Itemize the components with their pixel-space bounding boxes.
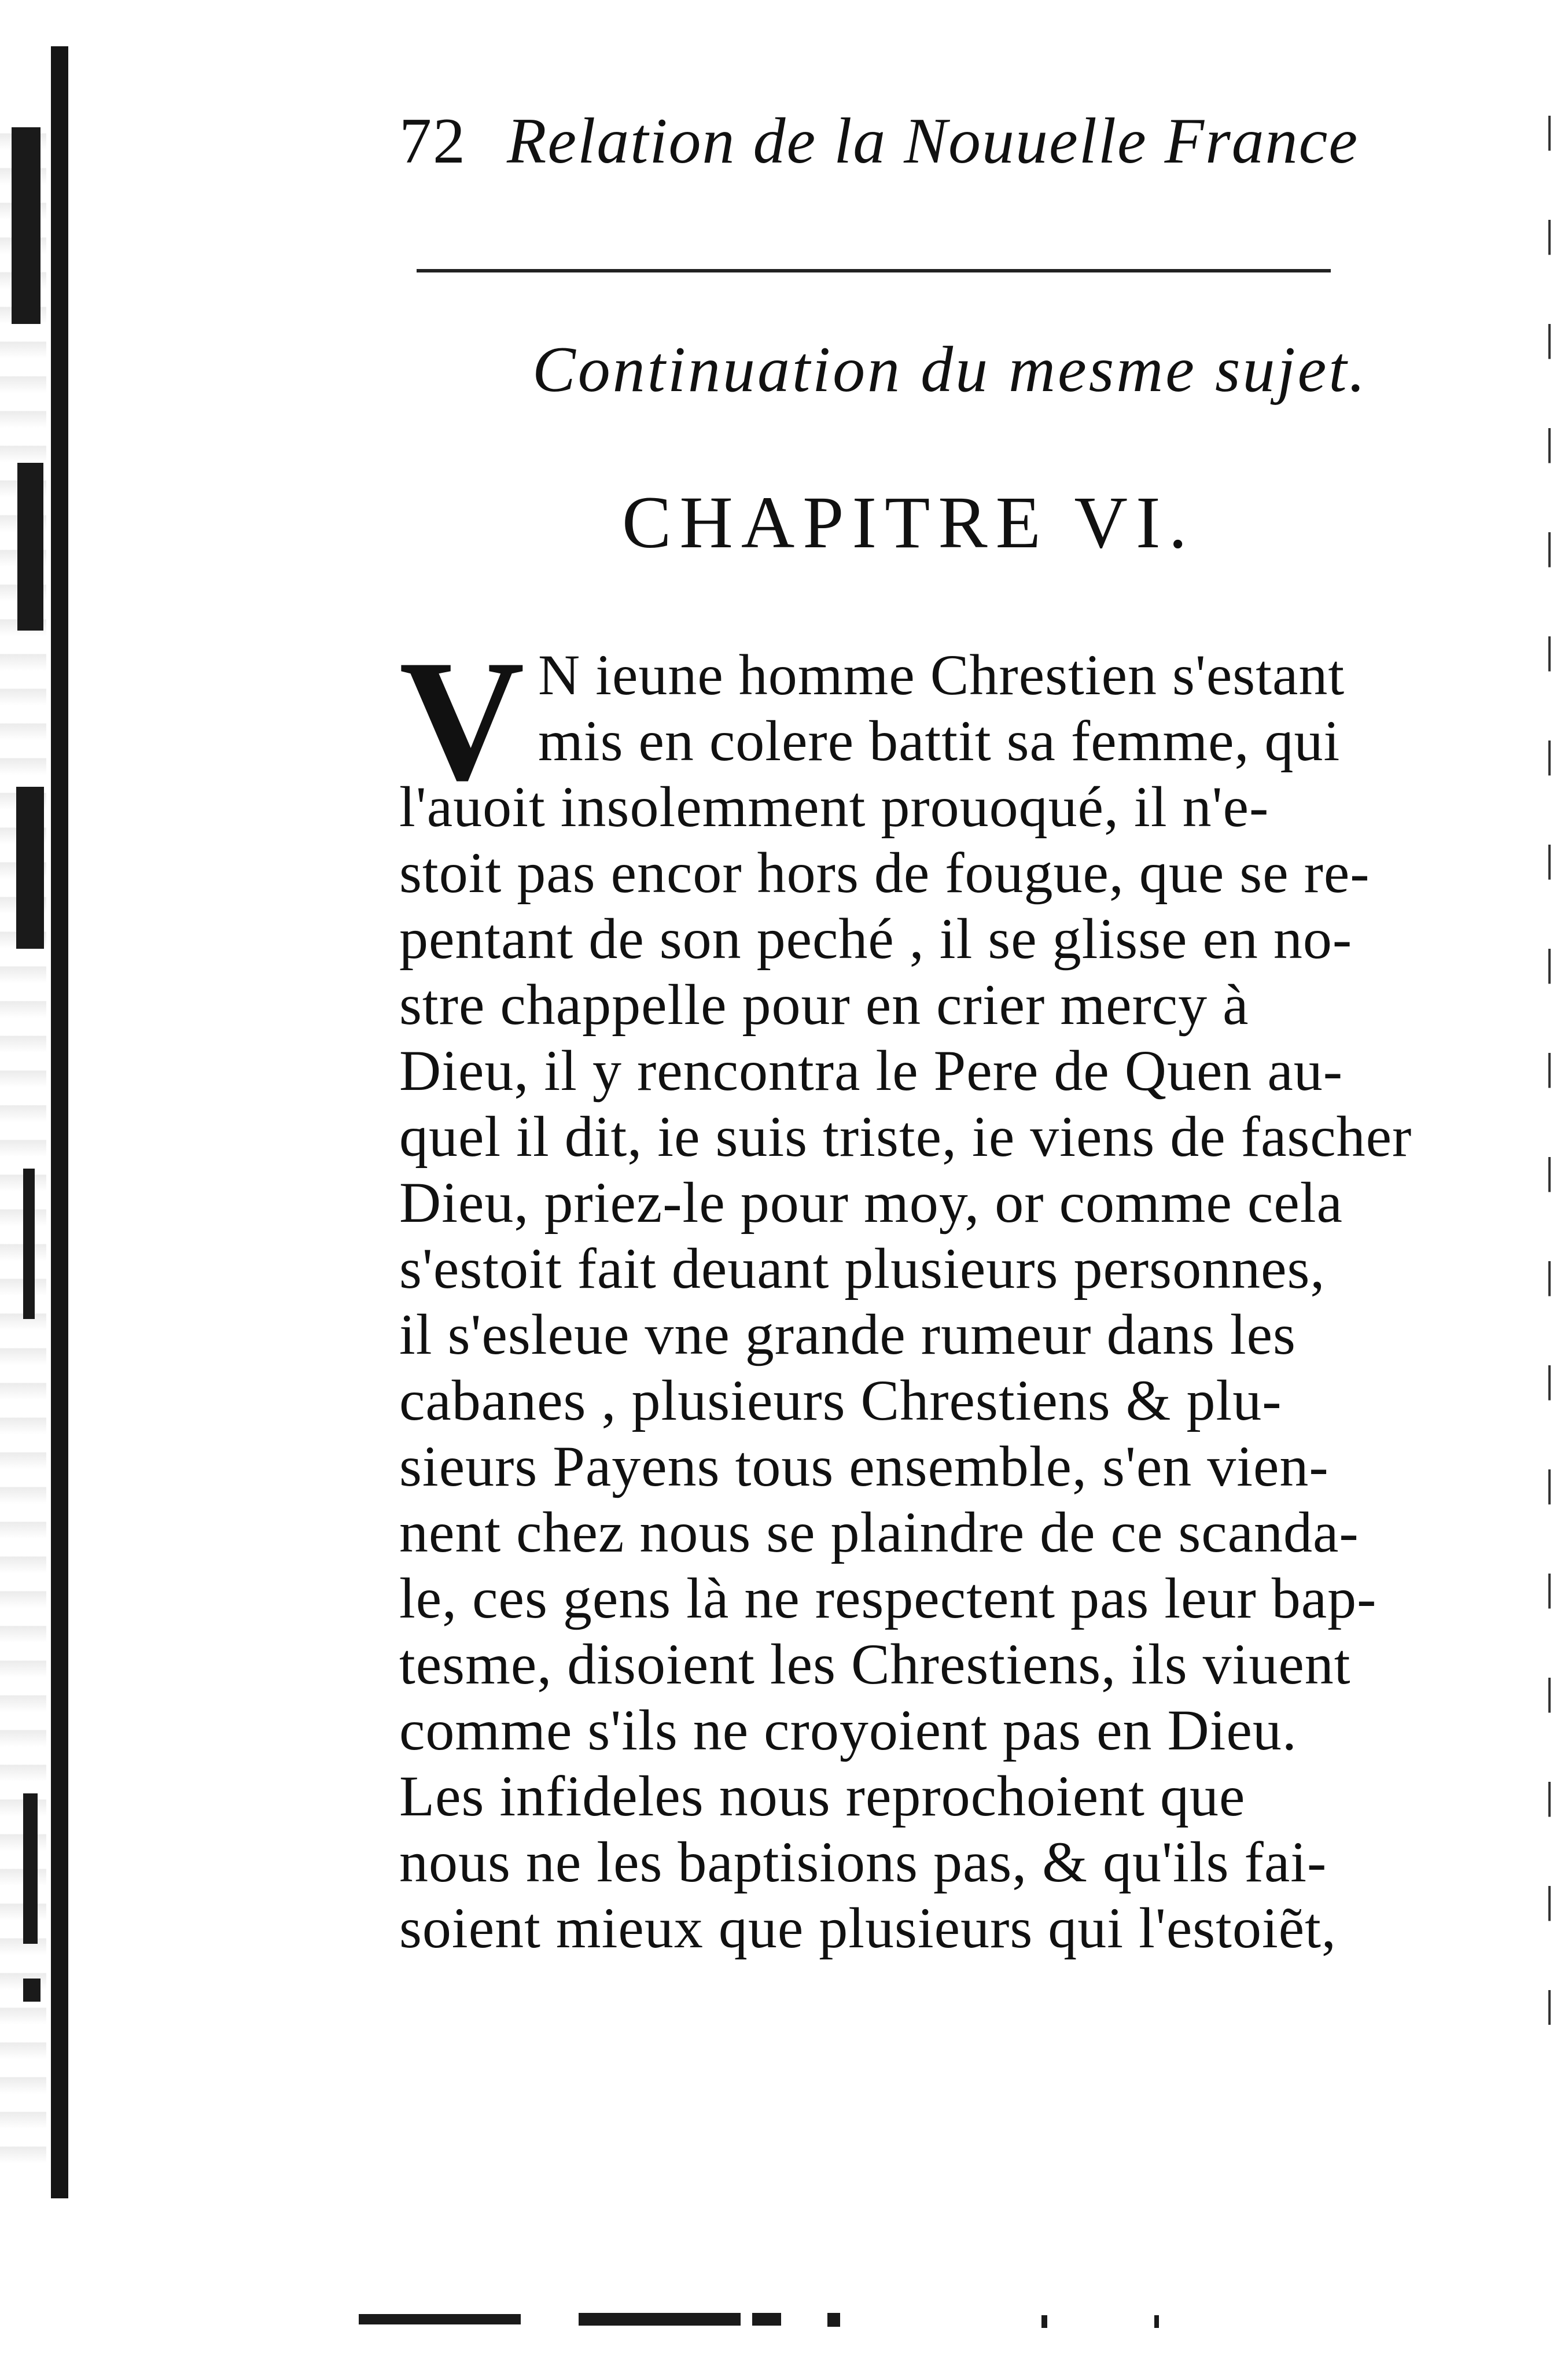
- running-head: [399, 104, 1359, 179]
- text-line: stoit pas encor hors de fougue, que se re-: [399, 841, 1370, 905]
- text-line: mis en colere battit sa femme, qui: [538, 709, 1341, 773]
- scan-mark: [23, 1169, 35, 1319]
- text-line: s'estoit fait deuant plusieurs personnes,: [399, 1236, 1326, 1300]
- text-line: l'auoit insolemment prouoqué, il n'e-: [399, 775, 1269, 839]
- text-line: cabanes , plusieurs Chrestiens & plu-: [399, 1368, 1282, 1432]
- text-line: il s'esleue vne grande rumeur dans les: [399, 1302, 1296, 1366]
- page-right-edge: [1548, 116, 1551, 2025]
- text-line: pentant de son peché , il se glisse en no-: [399, 907, 1353, 971]
- text-line: nent chez nous se plaindre de ce scanda-: [399, 1500, 1359, 1564]
- page-binding-edge: [51, 46, 68, 2198]
- text-line: N ieune homme Chrestien s'estant: [538, 643, 1345, 707]
- scan-mark: [23, 1979, 41, 2002]
- scan-mark: [16, 787, 44, 949]
- text-line: Dieu, priez-le pour moy, or comme cela: [399, 1170, 1343, 1235]
- header-rule: [417, 269, 1331, 272]
- text-line: quel il dit, ie suis triste, ie viens de fascher: [399, 1104, 1412, 1169]
- running-title: Relation de la Nouuelle France: [507, 105, 1359, 177]
- text-line: Les infideles nous reprochoient que: [399, 1764, 1246, 1828]
- scan-bottom-edge: [0, 2302, 1568, 2337]
- text-line: soient mieux que plusieurs qui l'estoiẽt,: [399, 1896, 1337, 1960]
- text-line: nous ne les baptisions pas, & qu'ils fai-: [399, 1830, 1327, 1894]
- text-line: sieurs Payens tous ensemble, s'en vien-: [399, 1434, 1329, 1498]
- scan-mark: [1041, 2315, 1047, 2328]
- scan-mark: [752, 2313, 781, 2326]
- text-line: le, ces gens là ne respectent pas leur bap-: [399, 1566, 1377, 1630]
- scan-mark: [17, 463, 43, 631]
- text-line: stre chappelle pour en crier mercy à: [399, 972, 1249, 1037]
- drop-cap: V: [399, 624, 525, 816]
- scan-mark: [827, 2313, 840, 2327]
- scan-mark: [23, 1793, 38, 1944]
- chapter-subtitle: Continuation du mesme sujet.: [532, 334, 1368, 406]
- page-number: 72: [399, 105, 466, 177]
- text-line: tesme, disoient les Chrestiens, ils viuent: [399, 1632, 1351, 1696]
- scan-mark: [359, 2314, 521, 2324]
- scan-mark: [12, 127, 41, 324]
- text-line: Dieu, il y rencontra le Pere de Quen au-: [399, 1038, 1344, 1103]
- chapter-heading: CHAPITRE VI.: [622, 481, 1195, 563]
- scan-mark: [1154, 2315, 1159, 2328]
- scan-mark: [579, 2313, 741, 2326]
- text-line: comme s'ils ne croyoient pas en Dieu.: [399, 1698, 1297, 1762]
